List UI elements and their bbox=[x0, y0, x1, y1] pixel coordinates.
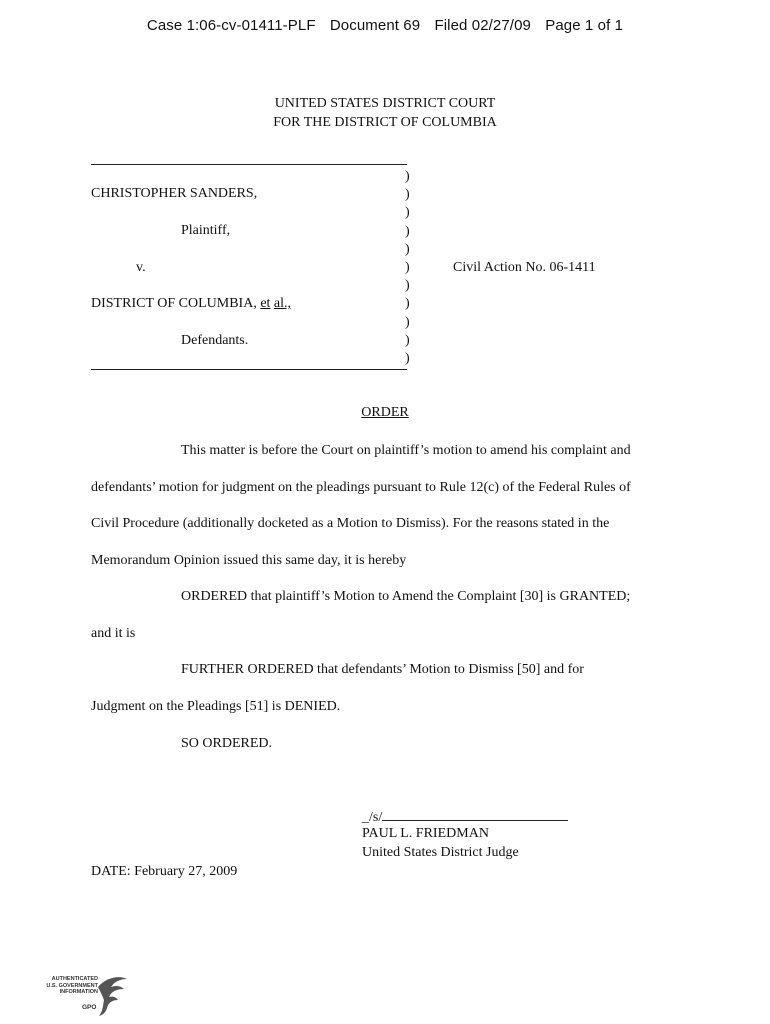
court-title bbox=[0, 94, 770, 132]
order-title: ORDER bbox=[361, 405, 409, 420]
court-name: UNITED STATES DISTRICT COURT bbox=[274, 96, 496, 111]
paragraph-1-line-3: Civil Procedure (additionally docketed as a Motion to Dismiss). For the reasons stated in the bbox=[91, 516, 610, 531]
document-number: Document 69 bbox=[329, 17, 421, 34]
caption-parentheses: ) ) ) ) ) ) ) ) ) ) ) bbox=[405, 169, 410, 367]
paragraph-1-line-4: Memorandum Opinion issued this same day, it is hereby bbox=[91, 553, 407, 568]
caption-bottom-rule bbox=[91, 369, 407, 370]
defendant-name: DISTRICT OF COLUMBIA, et al., bbox=[91, 296, 292, 311]
gpo-logo-text: AUTHENTICATED U.S. GOVERNMENT INFORMATION bbox=[46, 976, 98, 996]
page-number: Page 1 of 1 bbox=[545, 17, 624, 34]
signature-line bbox=[362, 808, 568, 826]
so-ordered: SO ORDERED. bbox=[181, 736, 273, 751]
judge-title: United States District Judge bbox=[362, 845, 519, 860]
paragraph-2-line-1: ORDERED that plaintiff’s Motion to Amend the Complaint [30] is GRANTED; bbox=[181, 589, 631, 604]
filed-date: Filed 02/27/09 bbox=[434, 17, 531, 34]
plaintiff-role: Plaintiff, bbox=[181, 223, 231, 238]
defendant-role: Defendants. bbox=[181, 333, 249, 348]
court-district: FOR THE DISTRICT OF COLUMBIA bbox=[273, 115, 497, 130]
signature-slash: _/s/ bbox=[362, 810, 383, 825]
paragraph-3-line-1: FURTHER ORDERED that defendants’ Motion to Dismiss [50] and for bbox=[181, 662, 584, 677]
gpo-logo-word: GPO bbox=[82, 1004, 97, 1011]
caption-top-rule bbox=[91, 164, 407, 165]
et-al-al: al., bbox=[273, 296, 292, 311]
versus: v. bbox=[136, 260, 146, 275]
paragraph-1-line-2: defendants’ motion for judgment on the pleadings pursuant to Rule 12(c) of the Federal Rules of bbox=[91, 480, 631, 495]
paragraph-3-line-2: Judgment on the Pleadings [51] is DENIED. bbox=[91, 699, 341, 714]
case-number: Case 1:06-cv-01411-PLF bbox=[146, 17, 316, 34]
order-date: DATE: February 27, 2009 bbox=[91, 864, 238, 879]
signature-rule bbox=[382, 808, 568, 821]
paragraph-1-line-1: This matter is before the Court on plaintiff’s motion to amend his complaint and bbox=[181, 443, 631, 458]
gpo-authentication-logo bbox=[42, 973, 132, 1019]
judge-name: PAUL L. FRIEDMAN bbox=[362, 826, 489, 841]
paragraph-2-line-2: and it is bbox=[91, 626, 136, 641]
plaintiff-name: CHRISTOPHER SANDERS, bbox=[91, 186, 258, 201]
eagle-icon bbox=[94, 973, 130, 1017]
et-al-et: et bbox=[260, 296, 271, 311]
filing-header bbox=[0, 17, 770, 34]
civil-action-number: Civil Action No. 06-1411 bbox=[453, 260, 596, 275]
